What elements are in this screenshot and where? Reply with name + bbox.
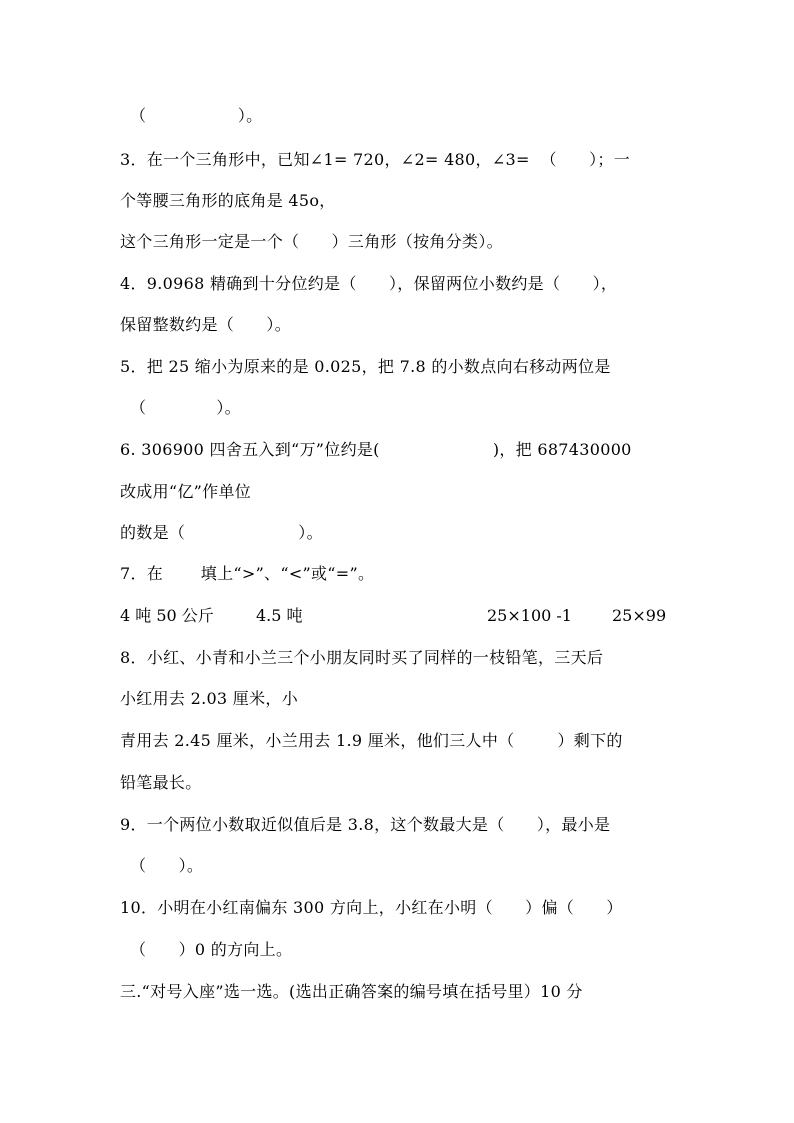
q8-line-3: 青用去 2.45 厘米，小兰用去 1.9 厘米，他们三人中（ ）剩下的	[120, 731, 623, 750]
q3-line-2: 个等腰三角形的底角是 45o，	[120, 191, 336, 210]
section-3-heading: 三.“对号入座”选一选。(选出正确答案的编号填在括号里）10 分	[120, 982, 583, 1001]
q5-line-2: （ ）。	[130, 398, 241, 417]
compare-left-b: 4.5 吨	[256, 606, 303, 625]
q8-line-1: 8．小红、小青和小兰三个小朋友同时买了同样的一枝铅笔，三天后	[120, 648, 604, 667]
q6-line-1: 6. 306900 四舍五入到“万”位约是( )，把 687430000	[120, 440, 632, 459]
q8-line-4: 铅笔最长。	[120, 773, 202, 792]
q6-line-3: 的数是（ ）。	[120, 523, 323, 542]
q2-answer-blank: （ ）。	[130, 106, 263, 125]
q5-line-1: 5．把 25 缩小为原来的是 0.025，把 7.8 的小数点向右移动两位是	[120, 357, 611, 376]
compare-right-b: 25×99	[612, 606, 667, 625]
q8-line-2: 小红用去 2.03 厘米，小	[120, 689, 298, 708]
q6-line-2: 改成用“亿”作单位	[120, 482, 252, 501]
q3-line-3: 这个三角形一定是一个（ ）三角形（按角分类）。	[120, 232, 503, 251]
q7-instruction: 7．在 填上“>”、“<”或“=”。	[120, 564, 375, 583]
q4-line-1: 4．9.0968 精确到十分位约是（ ），保留两位小数约是（ ），	[120, 274, 618, 293]
q10-line-2: （ ）0 的方向上。	[130, 940, 293, 959]
compare-left-a: 4 吨 50 公斤	[120, 606, 214, 625]
q4-line-2: 保留整数约是（ ）。	[120, 315, 292, 334]
q3-line-1: 3．在一个三角形中，已知∠1= 720，∠2= 480，∠3= （ ）；一	[120, 150, 630, 169]
q9-line-1: 9．一个两位小数取近似值后是 3.8，这个数最大是（ ），最小是	[120, 815, 611, 834]
q10-line-1: 10．小明在小红南偏东 300 方向上，小红在小明（ ）偏（ ）	[120, 898, 623, 917]
compare-right-a: 25×100 -1	[487, 606, 572, 625]
q9-line-2: （ ）。	[130, 856, 204, 875]
